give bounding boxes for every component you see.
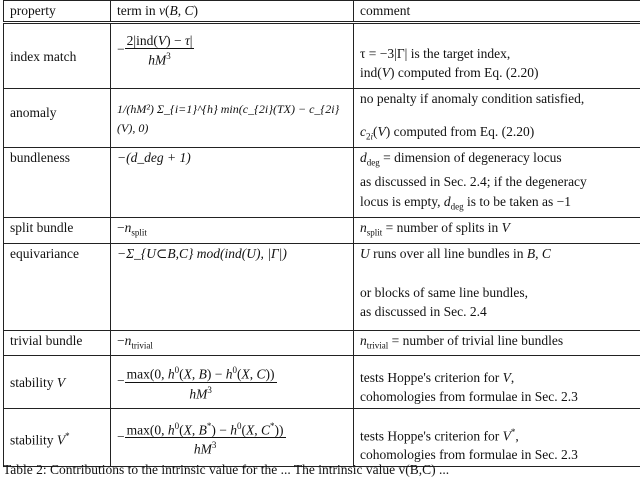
table-row <box>4 330 640 356</box>
comment-line: tests Hoppe's criterion for V*, <box>360 423 634 446</box>
comment-line: tests Hoppe's criterion for V, <box>360 368 634 387</box>
comment-cell <box>354 89 640 148</box>
table-row <box>4 23 640 89</box>
comment-line: τ = −3|Γ| is the target index, <box>360 44 634 63</box>
comment-line: $c_{2i}(V)$ computed from Eq. (2.20) <box>360 122 634 147</box>
term-cell: − $\frac{\max(0, h^0(X, B^*) - h^0(X, C^*))}{hM^3}$ <box>111 409 354 467</box>
comment-cell: $n_{split}$ = number of splits in V <box>354 218 640 244</box>
equivariance-term-cell <box>111 243 354 330</box>
table-header-row <box>4 1 640 23</box>
term-cell: − $\frac{\max(0, h^0(X, B) - h^0(X, C))}{hM^3}$ <box>111 356 354 409</box>
property-cell: bundleness <box>4 147 111 217</box>
table-row <box>4 356 640 409</box>
term-cell: $-n_{split}$ <box>111 218 354 244</box>
bundleness-term-cell <box>111 147 354 217</box>
comment-line: or blocks of same line bundles, <box>360 283 634 302</box>
comment-cell <box>354 409 640 467</box>
property-cell: equivariance <box>4 243 111 330</box>
contributions-table <box>3 0 640 467</box>
comment-line: U runs over all line bundles in B, C <box>360 244 634 263</box>
property-cell: stability V <box>4 356 111 409</box>
comment-line: cohomologies from formulae in Sec. 2.3 <box>360 445 634 464</box>
property-cell: anomaly <box>4 89 111 148</box>
comment-cell <box>354 243 640 330</box>
comment-line: cohomologies from formulae in Sec. 2.3 <box>360 387 634 406</box>
anomaly-term: 1/(hM²) Σ_{i=1}^{h} min(c_{2i}(TX) − c_{2i}(V), 0) <box>117 102 339 135</box>
comment-cell <box>354 147 640 217</box>
comment-line: ind(V) computed from Eq. (2.20) <box>360 63 634 82</box>
comment-cell <box>354 23 640 89</box>
table-caption: Table 2: Contributions to the intrinsic value for the ... The intrinsic value v(B,C) ... <box>3 462 449 478</box>
comment-line: $d_{deg}$ = dimension of degeneracy locus <box>360 148 634 173</box>
bundleness-term: −(d_deg + 1) <box>117 150 191 165</box>
header-property: property <box>4 1 111 23</box>
table-row <box>4 409 640 467</box>
table-row <box>4 147 640 217</box>
comment-line: as discussed in Sec. 2.4; if the degeneracy <box>360 172 634 192</box>
property-cell: trivial bundle <box>4 330 111 356</box>
header-term: term in v(B, C) <box>111 1 354 23</box>
property-cell: split bundle <box>4 218 111 244</box>
comment-line: locus is empty, $d_{deg}$ is to be taken as −1 <box>360 192 634 217</box>
table-container <box>3 0 640 467</box>
comment-line: as discussed in Sec. 2.4 <box>360 302 634 321</box>
term-cell: − $\frac{\text{2|ind(V) − τ|}}{hM^3}$ <box>111 23 354 89</box>
equivariance-term: −Σ_{U⊂B,C} mod(ind(U), |Γ|) <box>117 246 287 261</box>
table-row <box>4 218 640 244</box>
anomaly-term-cell <box>111 89 354 148</box>
comment-cell <box>354 356 640 409</box>
comment-cell: $n_{trivial}$ = number of trivial line bundles <box>354 330 640 356</box>
header-comment: comment <box>354 1 640 23</box>
comment-line: no penalty if anomaly condition satisfied, <box>360 89 634 108</box>
property-cell: stability V* <box>4 409 111 467</box>
table-row <box>4 89 640 148</box>
term-cell: $-n_{trivial}$ <box>111 330 354 356</box>
property-cell: index match <box>4 23 111 89</box>
table-row <box>4 243 640 330</box>
